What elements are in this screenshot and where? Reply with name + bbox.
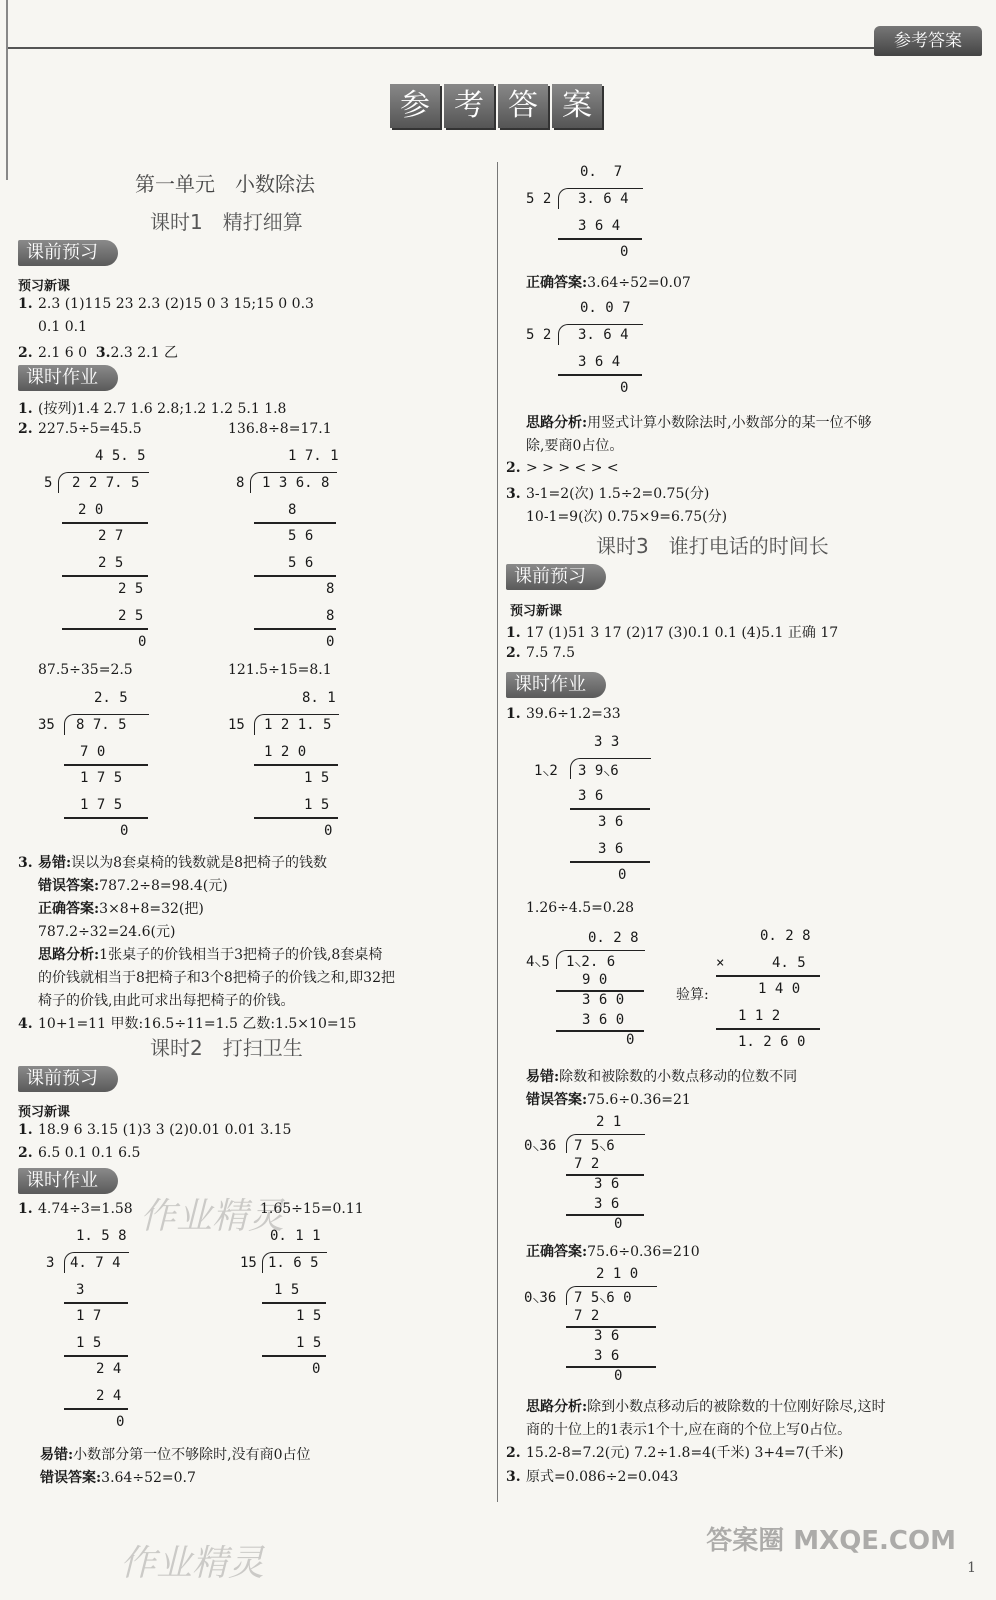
answer-line: 的价钱就相当于8把椅子和3个8把椅子的价钱之和,即32把 (38, 970, 395, 986)
section-tag-preview: 课前预习 (18, 240, 118, 266)
answer-line: 1. (按列)1.4 2.7 1.6 2.8;1.2 1.2 5.1 1.8 (18, 401, 287, 417)
watermark: 作业精灵 (140, 1196, 285, 1237)
watermark: 作业精灵 (120, 1543, 265, 1584)
section-tag-preview: 课前预习 (18, 1066, 118, 1092)
page-number: 1 (967, 1560, 976, 1576)
answer-line: 87.5÷35=2.5 (38, 662, 133, 678)
answer-line: 错误答案:75.6÷0.36=21 (526, 1092, 691, 1108)
answer-line: 思路分析:1张桌子的价钱相当于3把椅子的价钱,8套桌椅 (38, 947, 383, 963)
answer-line: 136.8÷8=17.1 (228, 421, 332, 437)
title-char: 案 (552, 84, 602, 128)
title-char: 参 (390, 84, 440, 128)
answer-line: 错误答案:3.64÷52=0.7 (40, 1470, 196, 1486)
answer-line: 1. 39.6÷1.2=33 (506, 706, 621, 722)
long-division: 1 7. 1 8 1 3 6. 8 8 5 6 5 6 8 8 0 (236, 448, 339, 650)
subheading: 预习新课 (18, 279, 71, 294)
lesson-title: 课时1 精打细算 (150, 210, 303, 234)
long-division: 0. 0 7 5 2 3. 6 4 3 6 4 0 (526, 300, 646, 410)
long-division: 0. 2 8 4⸜5 1⸜2. 6 9 0 3 6 0 3 6 0 0 (526, 930, 656, 1050)
answer-line: 正确答案:75.6÷0.36=210 (526, 1244, 700, 1260)
page-title (390, 84, 602, 128)
page-header (0, 0, 996, 60)
margin-rule (6, 0, 8, 180)
unit-title: 第一单元 小数除法 (135, 172, 315, 196)
check-label: 验算: (676, 987, 709, 1003)
answer-line: 易错:除数和被除数的小数点移动的位数不同 (526, 1069, 798, 1085)
answer-line: 错误答案:787.2÷8=98.4(元) (38, 878, 228, 894)
subheading: 预习新课 (510, 604, 563, 619)
answer-line: 椅子的价钱,由此可求出每把椅子的价钱。 (38, 993, 295, 1009)
answer-line: 正确答案:3.64÷52=0.07 (526, 275, 691, 291)
lesson-title: 课时3 谁打电话的时间长 (596, 534, 829, 558)
answer-line: 2. 15.2-8=7.2(元) 7.2÷1.8=4(千米) 3+4=7(千米) (506, 1445, 844, 1461)
section-tag-homework: 课时作业 (18, 1168, 118, 1194)
answer-line: 3. 原式=0.086÷2=0.043 (506, 1469, 679, 1485)
answer-line: 787.2÷32=24.6(元) (38, 924, 176, 940)
long-division: 2 1 0 0⸜36 7 5⸜6 0 7 2 3 6 3 6 0 (524, 1266, 664, 1386)
answer-line: 1. 2.3 (1)115 23 2.3 (2)15 0 3 15;15 0 0.3 (18, 296, 314, 312)
answer-line: 3. 易错:误以为8套桌椅的钱数就是8把椅子的钱数 (18, 855, 327, 871)
long-division: 8. 1 15 1 2 1. 5 1 2 0 1 5 1 5 0 (228, 690, 358, 850)
answer-line: 2. 227.5÷5=45.5 (18, 421, 142, 437)
long-division: 0. 7 5 2 3. 6 4 3 6 4 0 (526, 164, 646, 274)
section-tag-homework: 课时作业 (506, 672, 606, 698)
column-divider (497, 162, 498, 1502)
answer-line: 思路分析:用竖式计算小数除法时,小数部分的某一位不够 (526, 415, 872, 431)
site-logo: 答案圈 MXQE.COM (706, 1526, 956, 1556)
answer-line: 1.26÷4.5=0.28 (526, 900, 635, 916)
answer-line: 2. > > > < > < (506, 460, 619, 476)
answer-line: 4. 10+1=11 甲数:16.5÷11=1.5 乙数:1.5×10=15 (18, 1016, 357, 1032)
answer-line: 10-1=9(次) 0.75×9=6.75(分) (526, 509, 728, 525)
answer-line: 易错:小数部分第一位不够除时,没有商0占位 (40, 1447, 311, 1463)
long-division: 3 3 1⸜2 3 9⸜6 3 6 3 6 3 6 0 (534, 734, 654, 894)
answer-line: 1. 4.74÷3=1.58 (18, 1201, 133, 1217)
long-division: 2 1 0⸜36 7 5⸜6 7 2 3 6 3 6 0 (524, 1114, 654, 1234)
corner-tab: 参考答案 (874, 26, 982, 56)
subheading: 预习新课 (18, 1105, 71, 1120)
title-char: 答 (498, 84, 548, 128)
answer-line: 正确答案:3×8+8=32(把) (38, 901, 204, 917)
answer-line: 除,要商0占位。 (526, 438, 624, 454)
answer-line: 1. 18.9 6 3.15 (1)3 3 (2)0.01 0.01 3.15 (18, 1122, 292, 1138)
long-division: 1. 5 8 3 4. 7 4 3 1 7 1 5 2 4 2 4 0 (46, 1228, 156, 1428)
answer-line: 0.1 0.1 (38, 319, 87, 335)
header-rule (8, 47, 876, 49)
answer-line: 2. 6.5 0.1 0.1 6.5 (18, 1145, 141, 1161)
answer-line: 2. 7.5 7.5 (506, 645, 575, 661)
answer-line: 1.65÷15=0.11 (260, 1201, 364, 1217)
answer-line: 思路分析:除到小数点移动后的被除数的十位刚好除尽,这时 (526, 1399, 886, 1415)
title-char: 考 (444, 84, 494, 128)
answer-line: 2. 2.1 6 0 3.2.3 2.1 乙 (18, 345, 178, 361)
section-tag-preview: 课前预习 (506, 564, 606, 590)
long-division: 0. 1 1 15 1. 6 5 1 5 1 5 1 5 0 (240, 1228, 350, 1378)
multiplication-check: 0. 2 8 × 4. 5 1 4 0 1 1 2 1. 2 6 0 (716, 928, 826, 1058)
long-division: 4 5. 5 5 2 2 7. 5 2 0 2 7 2 5 2 5 2 5 0 (40, 448, 160, 648)
lesson-title: 课时2 打扫卫生 (150, 1036, 303, 1060)
answer-line: 121.5÷15=8.1 (228, 662, 332, 678)
answer-line: 3. 3-1=2(次) 1.5÷2=0.75(分) (506, 486, 710, 502)
long-division: 2. 5 35 8 7. 5 7 0 1 7 5 1 7 5 0 (38, 690, 158, 850)
answer-line: 商的十位上的1表示1个十,应在商的个位上写0占位。 (526, 1422, 852, 1438)
answer-line: 1. 17 (1)51 3 17 (2)17 (3)0.1 0.1 (4)5.1 正确 17 (506, 625, 839, 641)
section-tag-homework: 课时作业 (18, 365, 118, 391)
